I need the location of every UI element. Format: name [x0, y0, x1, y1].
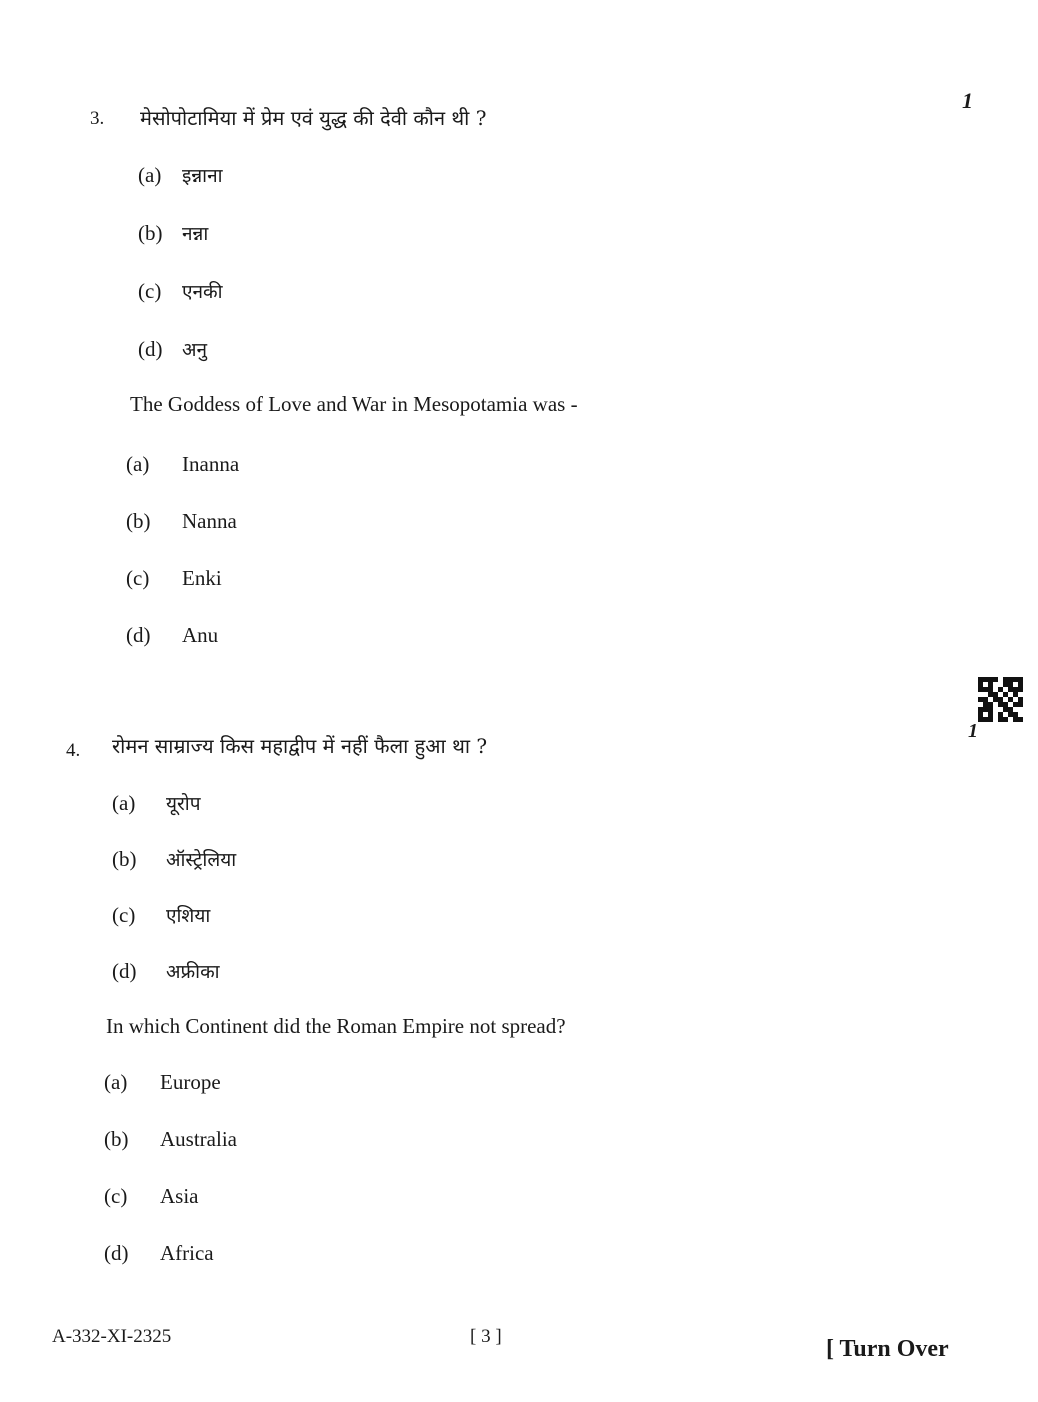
option-label: (c): [104, 1184, 128, 1208]
q3-english-option-a: [126, 452, 239, 509]
option-text: Nanna: [182, 509, 237, 533]
option-text: अनु: [182, 339, 208, 361]
option-text: इन्नाना: [182, 165, 223, 187]
option-text: नन्ना: [182, 223, 209, 245]
q3-hindi-option-b: [138, 220, 223, 278]
q4-english-option-b: [104, 1127, 237, 1184]
option-text: ऑस्ट्रेलिया: [166, 849, 237, 871]
option-text: Enki: [182, 566, 222, 590]
option-label: (b): [138, 221, 163, 245]
option-text: Inanna: [182, 452, 240, 476]
option-text: Anu: [182, 623, 219, 647]
page-number: [ 3 ]: [470, 1326, 502, 1347]
option-label: (a): [138, 163, 162, 187]
option-text: अफ्रीका: [166, 961, 220, 983]
q3-hindi-question: मेसोपोटामिया में प्रेम एवं युद्ध की देवी कौन थी ?: [140, 106, 487, 130]
option-label: (b): [126, 509, 151, 533]
q3-english-option-c: [126, 566, 239, 623]
q4-english-option-d: [104, 1241, 237, 1298]
option-text: यूरोप: [166, 793, 201, 815]
option-label: (a): [104, 1070, 128, 1094]
q4-english-options: [104, 1070, 237, 1298]
q4-number: 4.: [66, 740, 81, 761]
q4-hindi-option-b: [112, 846, 236, 902]
q4-english-option-c: [104, 1184, 237, 1241]
q3-hindi-option-d: [138, 336, 223, 394]
turn-over: [ Turn Over: [826, 1336, 949, 1362]
q3-hindi-options: [138, 162, 223, 394]
q3-english-option-d: [126, 623, 239, 680]
q4-hindi-option-d: [112, 958, 236, 1014]
q3-hindi-option-a: [138, 162, 223, 220]
option-text: Asia: [160, 1184, 199, 1208]
option-label: (c): [112, 903, 136, 927]
q4-hindi-question: रोमन साम्राज्य किस महाद्वीप में नहीं फैला हुआ था ?: [112, 734, 488, 758]
q3-number: 3.: [90, 108, 105, 129]
qr-code-icon: [978, 677, 1023, 722]
option-label: (b): [104, 1127, 129, 1151]
option-label: (c): [138, 279, 162, 303]
option-text: एशिया: [166, 905, 211, 927]
q4-hindi-option-c: [112, 902, 236, 958]
option-label: (a): [126, 452, 150, 476]
option-text: एनकी: [182, 281, 223, 303]
option-label: (d): [112, 959, 137, 983]
q4-hindi-options: [112, 790, 236, 1014]
q4-hindi-option-a: [112, 790, 236, 846]
q3-english-option-b: [126, 509, 239, 566]
option-label: (c): [126, 566, 150, 590]
option-label: (a): [112, 791, 136, 815]
q4-english-question: In which Continent did the Roman Empire not spread?: [106, 1014, 566, 1038]
option-label: (d): [104, 1241, 129, 1265]
marks-q4: 1: [968, 720, 978, 742]
paper-code: A-332-XI-2325: [52, 1326, 172, 1347]
option-text: Australia: [160, 1127, 237, 1151]
option-label: (b): [112, 847, 137, 871]
marks-q3: 1: [962, 88, 973, 113]
q3-english-question: The Goddess of Love and War in Mesopotamia was -: [130, 392, 578, 416]
option-text: Europe: [160, 1070, 221, 1094]
q4-english-option-a: [104, 1070, 237, 1127]
option-text: Africa: [160, 1241, 214, 1265]
option-label: (d): [138, 337, 163, 361]
q3-hindi-option-c: [138, 278, 223, 336]
q3-english-options: [126, 452, 239, 680]
option-label: (d): [126, 623, 151, 647]
